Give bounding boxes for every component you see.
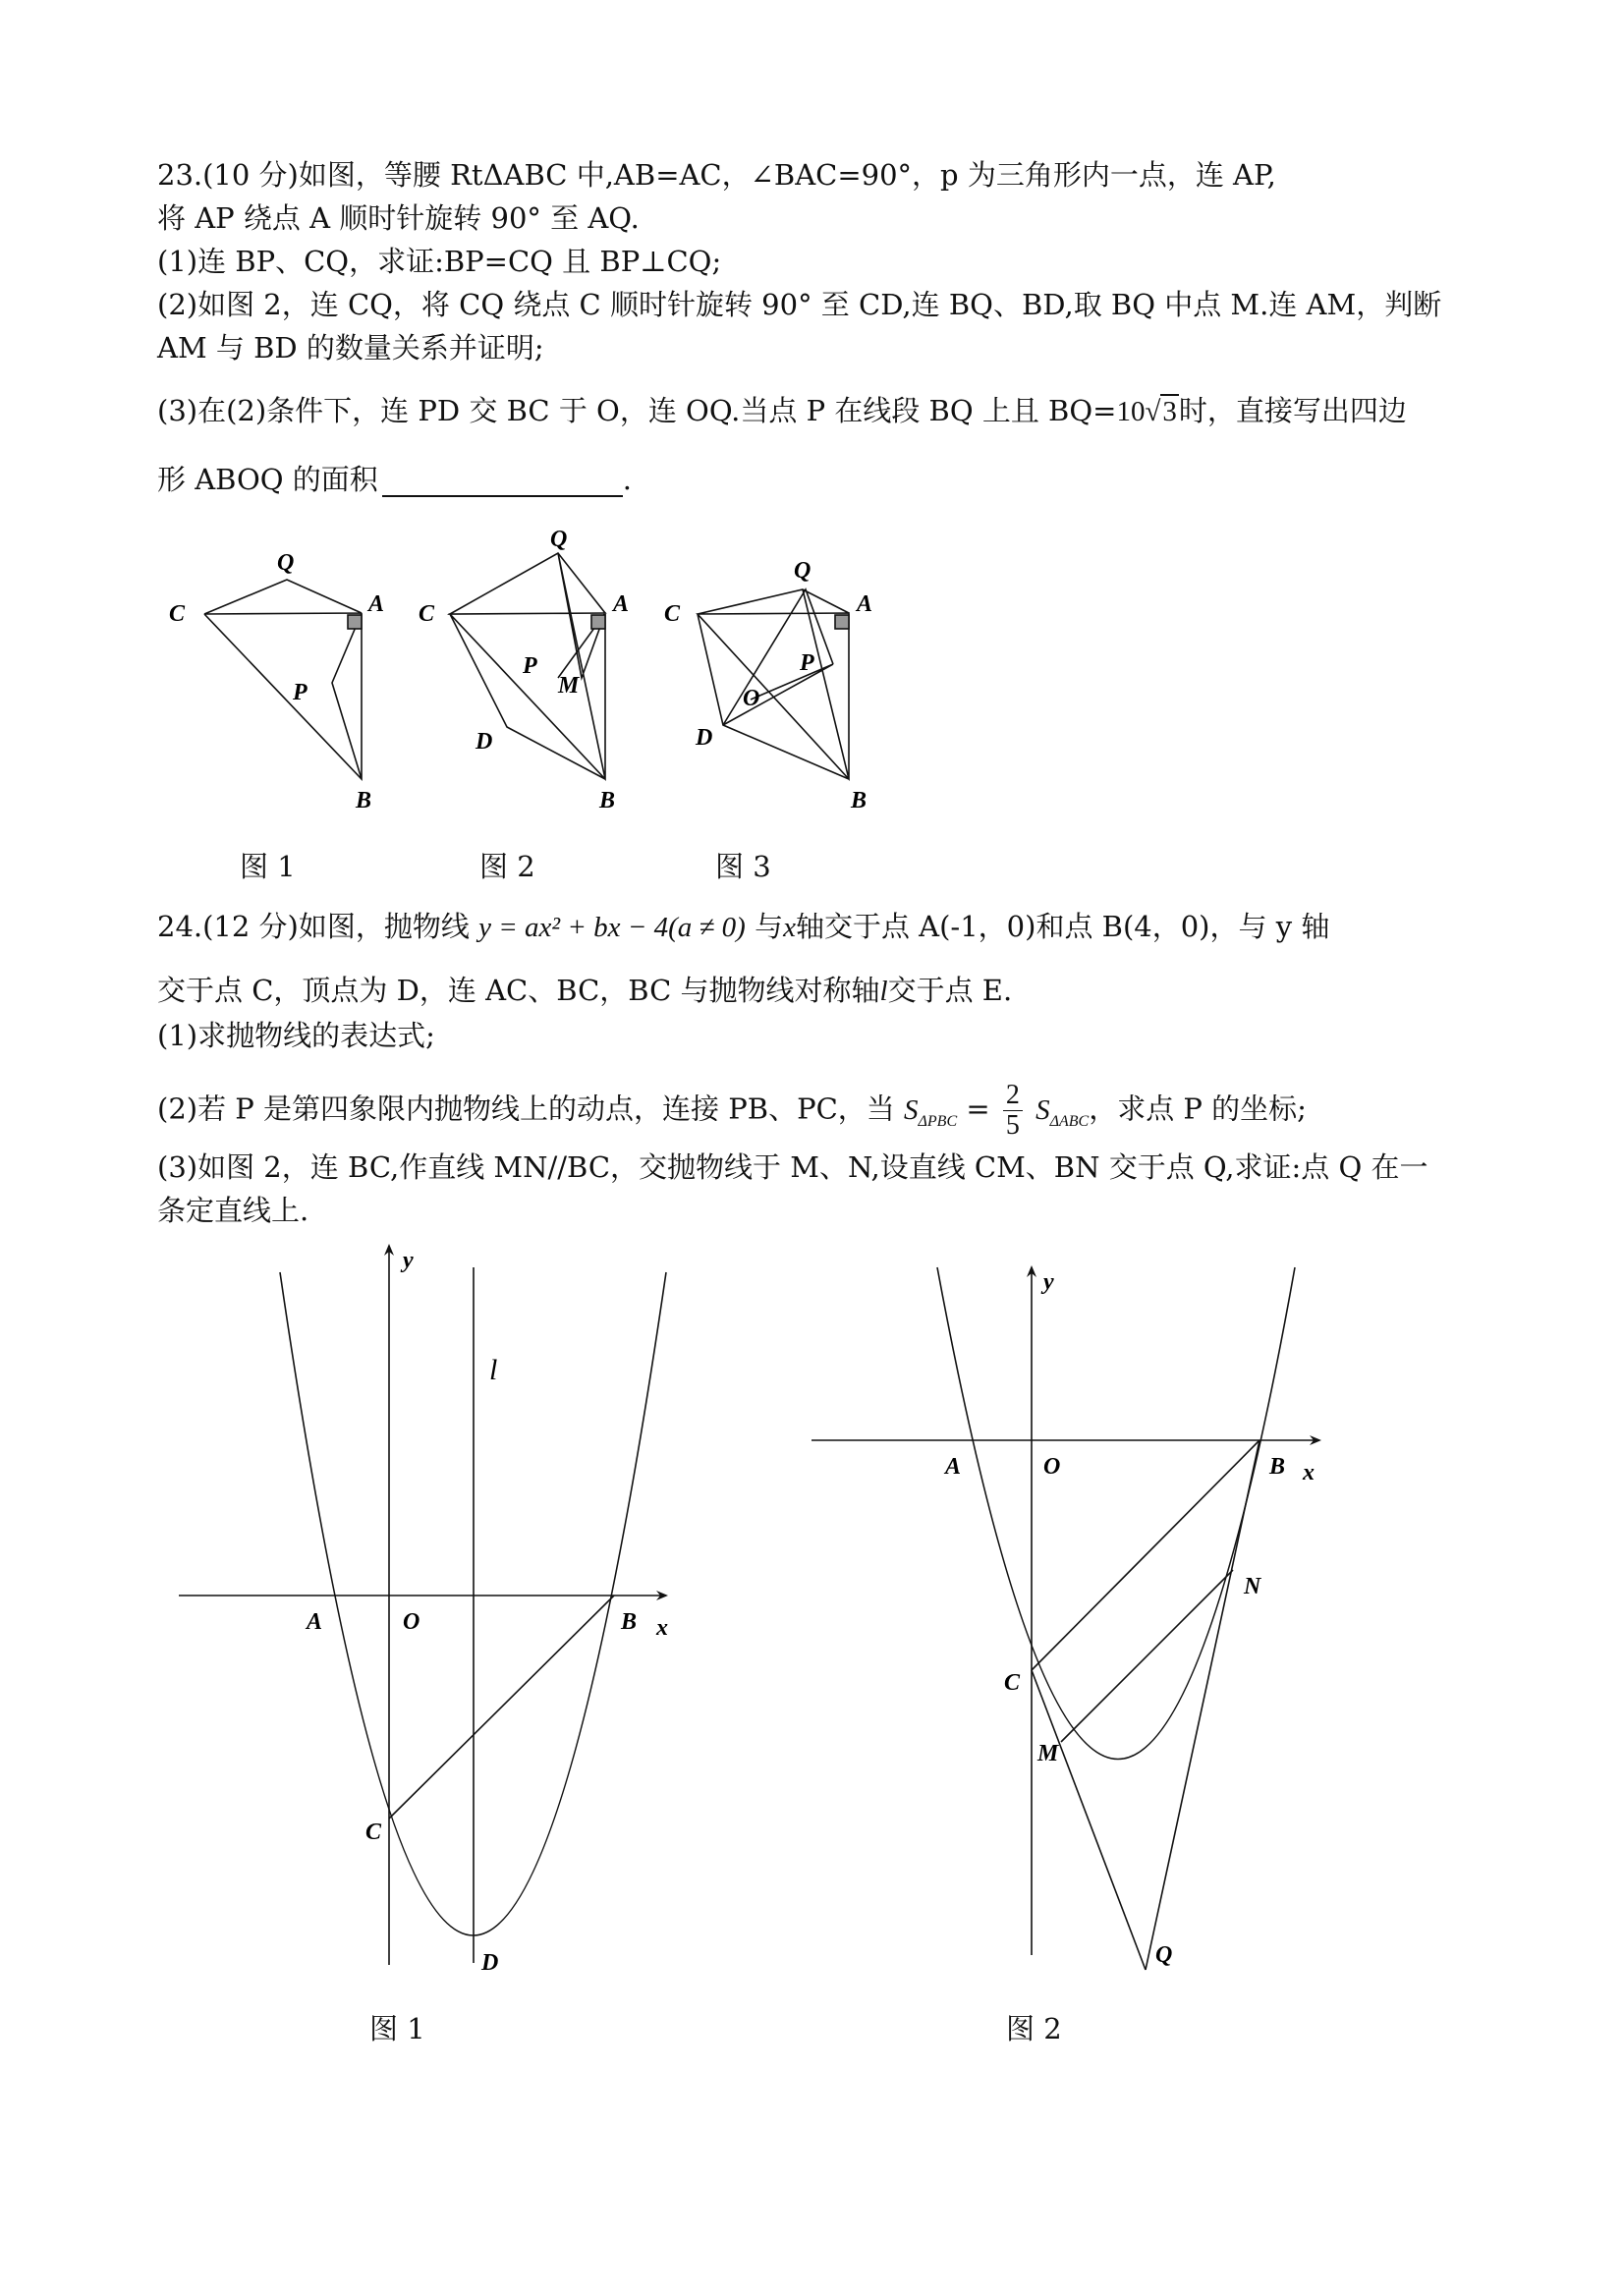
label-b: B: [621, 1609, 638, 1635]
q23-line-2: 将 AP 绕点 A 顺时针旋转 90° 至 AQ.: [157, 201, 640, 235]
q24-part-3-cont: 条定直线上.: [157, 1194, 309, 1227]
q24-intersections: 轴交于点 A(-1，0)和点 B(4，0)，与 y 轴: [795, 910, 1330, 943]
q23-part-2: (2)如图 2，连 CQ，将 CQ 绕点 C 顺时针旋转 90° 至 CD,连 BQ、BD,取 BQ 中点 M.连 AM，判断: [157, 288, 1442, 321]
label-p: P: [800, 650, 814, 676]
label-a: A: [613, 591, 630, 617]
label-c: C: [365, 1820, 382, 1845]
label-o: O: [403, 1609, 420, 1635]
label-p: P: [293, 680, 308, 705]
bq-value: 10√3: [1116, 396, 1177, 427]
label-a: A: [368, 591, 385, 617]
area-subscript-pbc: ΔPBC: [918, 1112, 958, 1130]
q23-area-prompt: 形 ABOQ 的面积: [157, 463, 378, 496]
area-subscript-abc: ΔABC: [1049, 1112, 1090, 1130]
label-m: M: [558, 673, 580, 699]
label-a: A: [857, 591, 873, 617]
parabola-curve: [937, 1267, 1295, 1760]
q23-line-1: 23.(10 分)如图，等腰 RtΔABC 中,AB=AC，∠BAC=90°，p 为三角形内一点，连 AP,: [157, 158, 1276, 192]
x-axis-label: x: [1303, 1460, 1315, 1485]
label-n: N: [1244, 1574, 1261, 1599]
label-d: D: [476, 729, 493, 755]
q24-part-2-text: (2)若 P 是第四象限内抛物线上的动点，连接 PB、PC，当: [157, 1092, 895, 1126]
label-c: C: [1004, 1670, 1021, 1696]
q24-intro: 24.(12 分)如图，抛物线: [157, 910, 470, 943]
parabola-formula: y = ax² + bx − 4(a ≠ 0): [478, 912, 746, 943]
axis-l-label: l: [489, 1354, 498, 1386]
equals-sign: =: [966, 1092, 990, 1126]
label-a: A: [945, 1454, 962, 1480]
q24-line-2-end: 交于点 E.: [887, 974, 1013, 1007]
q24-text-with: 与: [755, 910, 784, 943]
label-p: P: [523, 653, 537, 679]
y-axis-label: y: [1043, 1269, 1054, 1295]
y-axis-label: y: [403, 1248, 414, 1273]
label-b: B: [1269, 1454, 1286, 1480]
q23-part-1: (1)连 BP、CQ，求证:BP=CQ 且 BP⊥CQ;: [157, 245, 722, 278]
q24-caption-1: 图 1: [369, 2012, 425, 2045]
q24-caption-2: 图 2: [1006, 2012, 1062, 2045]
bq-coefficient: 10: [1116, 396, 1146, 427]
q23-caption-2: 图 2: [479, 850, 535, 883]
area-symbol: S: [1035, 1093, 1050, 1126]
q23-part-2-cont: AM 与 BD 的数量关系并证明;: [157, 331, 544, 364]
q23-part-3-text-b: 时，直接写出四边: [1178, 394, 1407, 427]
axis-symbol-l: l: [879, 976, 888, 1007]
x-axis-symbol: x: [783, 912, 796, 943]
x-axis-label: x: [656, 1615, 668, 1641]
line-mn: [1061, 1570, 1233, 1742]
label-b: B: [851, 788, 867, 813]
label-o: O: [743, 686, 760, 711]
label-d: D: [481, 1950, 499, 1976]
q24-part-3: (3)如图 2，连 BC,作直线 MN//BC，交抛物线于 M、N,设直线 CM、BN 交于点 Q,求证:点 Q 在一: [157, 1150, 1428, 1184]
label-c: C: [664, 601, 681, 627]
q23-period: .: [622, 463, 632, 496]
label-m: M: [1037, 1741, 1059, 1766]
label-o: O: [1043, 1454, 1061, 1480]
line-bn-extended: [1146, 1440, 1259, 1970]
q24-part-2-end: ，求点 P 的坐标;: [1089, 1092, 1307, 1126]
q23-caption-1: 图 1: [240, 850, 296, 883]
label-d: D: [696, 725, 713, 751]
label-b: B: [356, 788, 372, 813]
label-q: Q: [277, 550, 295, 576]
fraction-numerator: 2: [1003, 1081, 1023, 1111]
segment-bc: [1032, 1440, 1259, 1670]
q23-part-3-text-a: (3)在(2)条件下，连 PD 交 BC 于 O，连 OQ.当点 P 在线段 BQ 上且 BQ=: [157, 394, 1117, 427]
label-b: B: [599, 788, 616, 813]
label-a: A: [307, 1609, 323, 1635]
q24-part-1: (1)求抛物线的表达式;: [157, 1019, 435, 1052]
fraction-denominator: 5: [1005, 1110, 1020, 1141]
label-c: C: [419, 601, 435, 627]
label-q: Q: [1155, 1942, 1173, 1968]
q23-caption-3: 图 3: [715, 850, 771, 883]
label-c: C: [169, 601, 186, 627]
area-symbol: S: [904, 1093, 919, 1126]
q24-line-2-text: 交于点 C，顶点为 D，连 AC、BC，BC 与抛物线对称轴: [157, 974, 880, 1007]
label-q: Q: [794, 558, 812, 584]
bq-radicand: 3: [1162, 396, 1177, 427]
label-q: Q: [550, 527, 568, 552]
